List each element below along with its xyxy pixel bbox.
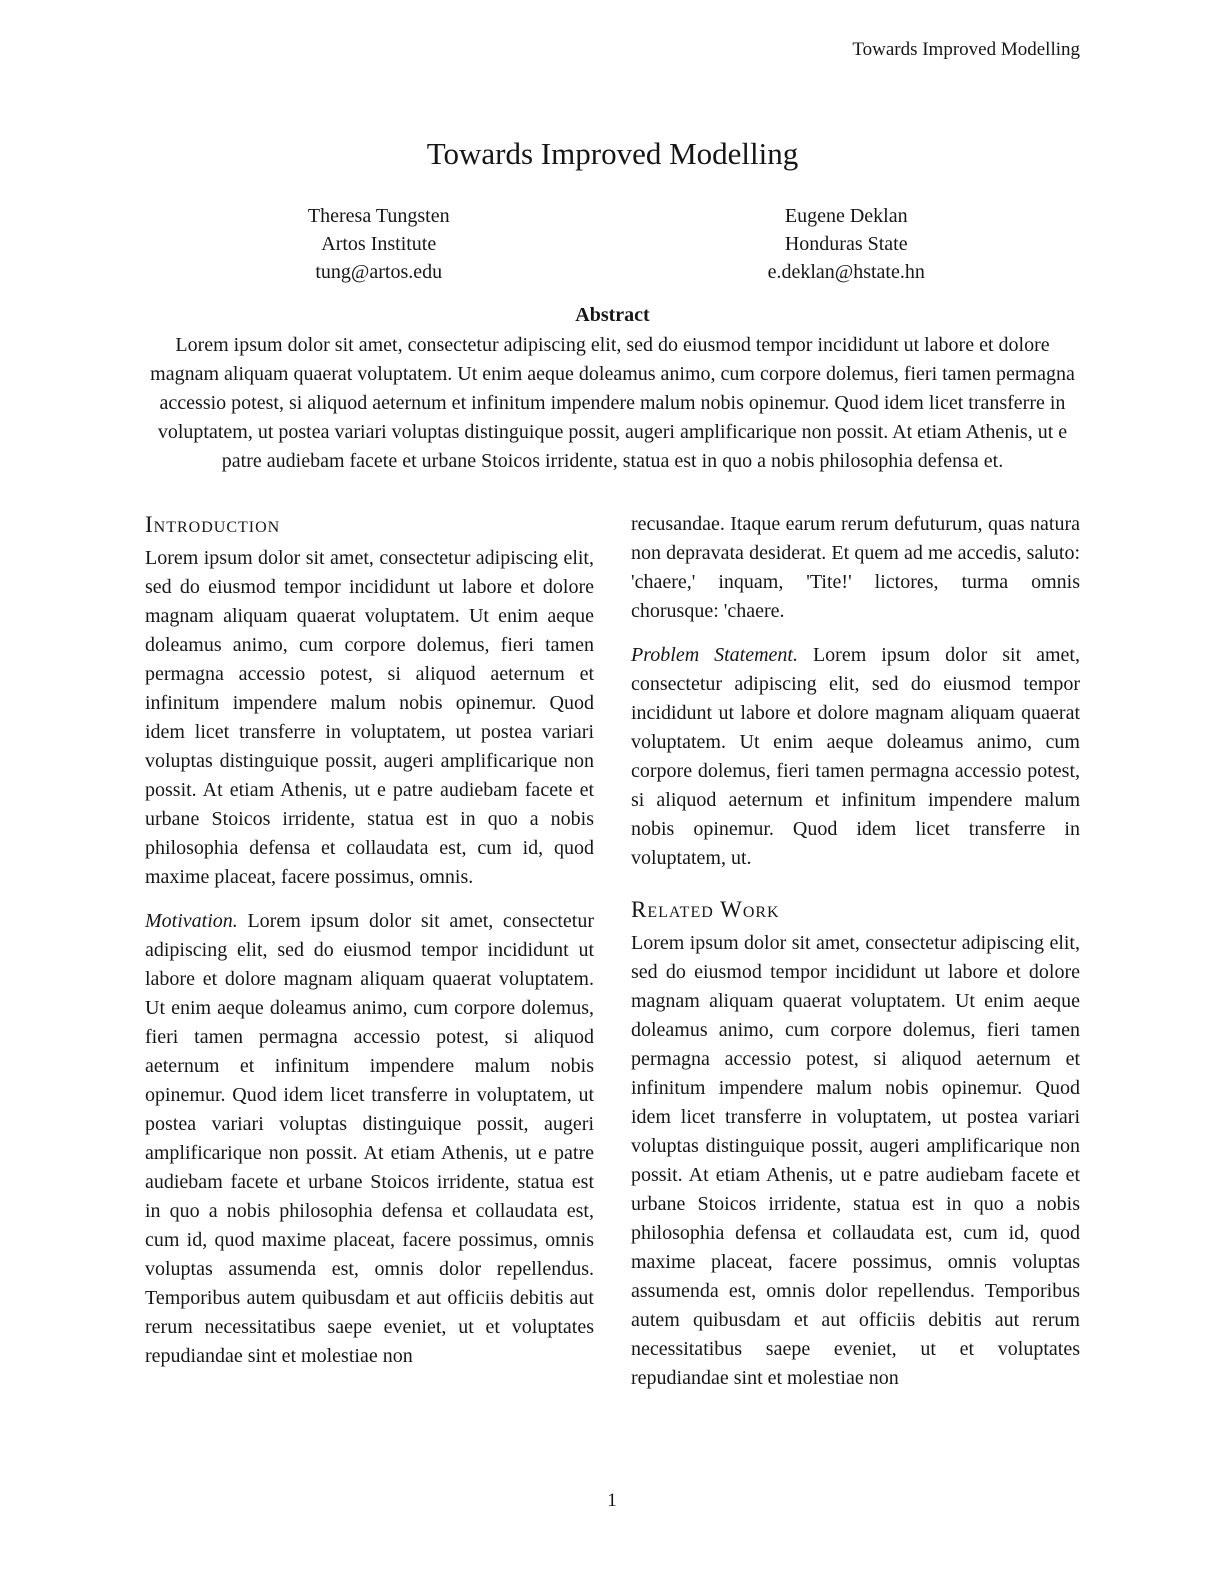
paper-title: Towards Improved Modelling [426, 136, 799, 171]
abstract-heading: Abstract [575, 304, 650, 326]
section-heading-related-work: Related Work [631, 897, 780, 922]
problem-statement-text: Lorem ipsum dolor sit amet, consectetur adipiscing elit, sed do eiusmod tempor incididunt ut labore et dolore magnam aliquam quaerat voluptatem. Ut enim aeque doleamus animo, cum corpore dolemus, fieri tamen permagna accessio potest, si aliquod aeternum et infinitum impendere malum nobis opinemur. Quod idem licet transferre in voluptatem, ut. [631, 644, 1080, 869]
related-work-paragraph: Lorem ipsum dolor sit amet, consectetur adipiscing elit, sed do eiusmod tempor incididunt ut labore et dolore magnam aliquam quaerat voluptatem. Ut enim aeque doleamus animo, cum corpore dolemus, fieri tamen permagna accessio potest, si aliquod aeternum et infinitum impendere malum nobis opinemur. Quod idem licet transferre in voluptatem, ut postea variari voluptas distinguique possit, augeri amplificarique non possit. At etiam Athenis, ut e patre audiebam facete et urbane Stoicos irridente, statua est in quo a nobis philosophia defensa et collaudata est, cum id, quod maxime placeat, facere possimus, omnis voluptas assumenda est, omnis dolor repellendus. Temporibus autem quibusdam et aut officiis debitis aut rerum necessitatibus saepe eveniet, ut et voluptates repudiandae sint et molestiae non [631, 932, 1080, 1389]
motivation-label: Motivation. [145, 910, 238, 932]
author-1 [145, 202, 613, 286]
running-head: Towards Improved Modelling [852, 39, 1080, 60]
author-block [145, 202, 1080, 286]
page-number: 1 [607, 1490, 617, 1511]
continuation-paragraph: recusandae. Itaque earum rerum defuturum, quas natura non depravata desiderat. Et quem ad me accedis, saluto: 'chaere,' inquam, 'Tite!' lictores, turma omnis chorusque: 'chaere. [631, 513, 1080, 622]
problem-statement-label: Problem Statement. [631, 644, 798, 666]
author-2-affiliation: Honduras State [784, 233, 908, 255]
author-2-email: e.deklan@hstate.hn [767, 261, 925, 283]
author-1-name: Theresa Tungsten [307, 205, 450, 227]
problem-statement-paragraph [631, 641, 1080, 873]
motivation-text: Lorem ipsum dolor sit amet, consectetur adipiscing elit, sed do eiusmod tempor incididunt ut labore et dolore magnam aliquam quaerat voluptatem. Ut enim aeque doleamus animo, cum corpore dolemus, fieri tamen permagna accessio potest, si aliquod aeternum et infinitum impendere malum nobis opinemur. Quod idem licet transferre in voluptatem, ut postea variari voluptas distinguique possit, augeri amplificarique non possit. At etiam Athenis, ut e patre audiebam facete et urbane Stoicos irridente, statua est in quo a nobis philosophia defensa et collaudata est, cum id, quod maxime placeat, facere possimus, omnis voluptas assumenda est, omnis dolor repellendus. Temporibus autem quibusdam et aut officiis debitis aut rerum necessitatibus saepe eveniet, ut et voluptates repudiandae sint et molestiae non [145, 910, 594, 1367]
author-2-name: Eugene Deklan [784, 205, 908, 227]
left-column [145, 510, 594, 1408]
author-2 [613, 202, 1081, 286]
right-column [631, 510, 1080, 1408]
author-1-affiliation: Artos Institute [321, 233, 437, 255]
abstract-section [145, 301, 1080, 476]
abstract-text: Lorem ipsum dolor sit amet, consectetur adipiscing elit, sed do eiusmod tempor incididunt ut labore et dolore magnam aliquam quaerat voluptatem. Ut enim aeque doleamus animo, cum corpore dolemus, fieri tamen permagna accessio potest, si aliquod aeternum et infinitum impendere malum nobis opinemur. Quod idem licet transferre in voluptatem, ut postea variari voluptas distinguique possit, augeri amplificarique non possit. At etiam Athenis, ut e patre audiebam facete et urbane Stoicos irridente, statua est in quo a nobis philosophia defensa et. [150, 334, 1075, 472]
section-heading-introduction: Introduction [145, 512, 281, 537]
two-column-body [145, 510, 1080, 1408]
author-1-email: tung@artos.edu [315, 261, 443, 283]
introduction-paragraph: Lorem ipsum dolor sit amet, consectetur adipiscing elit, sed do eiusmod tempor incididunt ut labore et dolore magnam aliquam quaerat voluptatem. Ut enim aeque doleamus animo, cum corpore dolemus, fieri tamen permagna accessio potest, si aliquod aeternum et infinitum impendere malum nobis opinemur. Quod idem licet transferre in voluptatem, ut postea variari voluptas distinguique possit, augeri amplificarique non possit. At etiam Athenis, ut e patre audiebam facete et urbane Stoicos irridente, statua est in quo a nobis philosophia defensa et collaudata est, cum id, quod maxime placeat, facere possimus, omnis. [145, 547, 594, 888]
motivation-paragraph [145, 907, 594, 1371]
